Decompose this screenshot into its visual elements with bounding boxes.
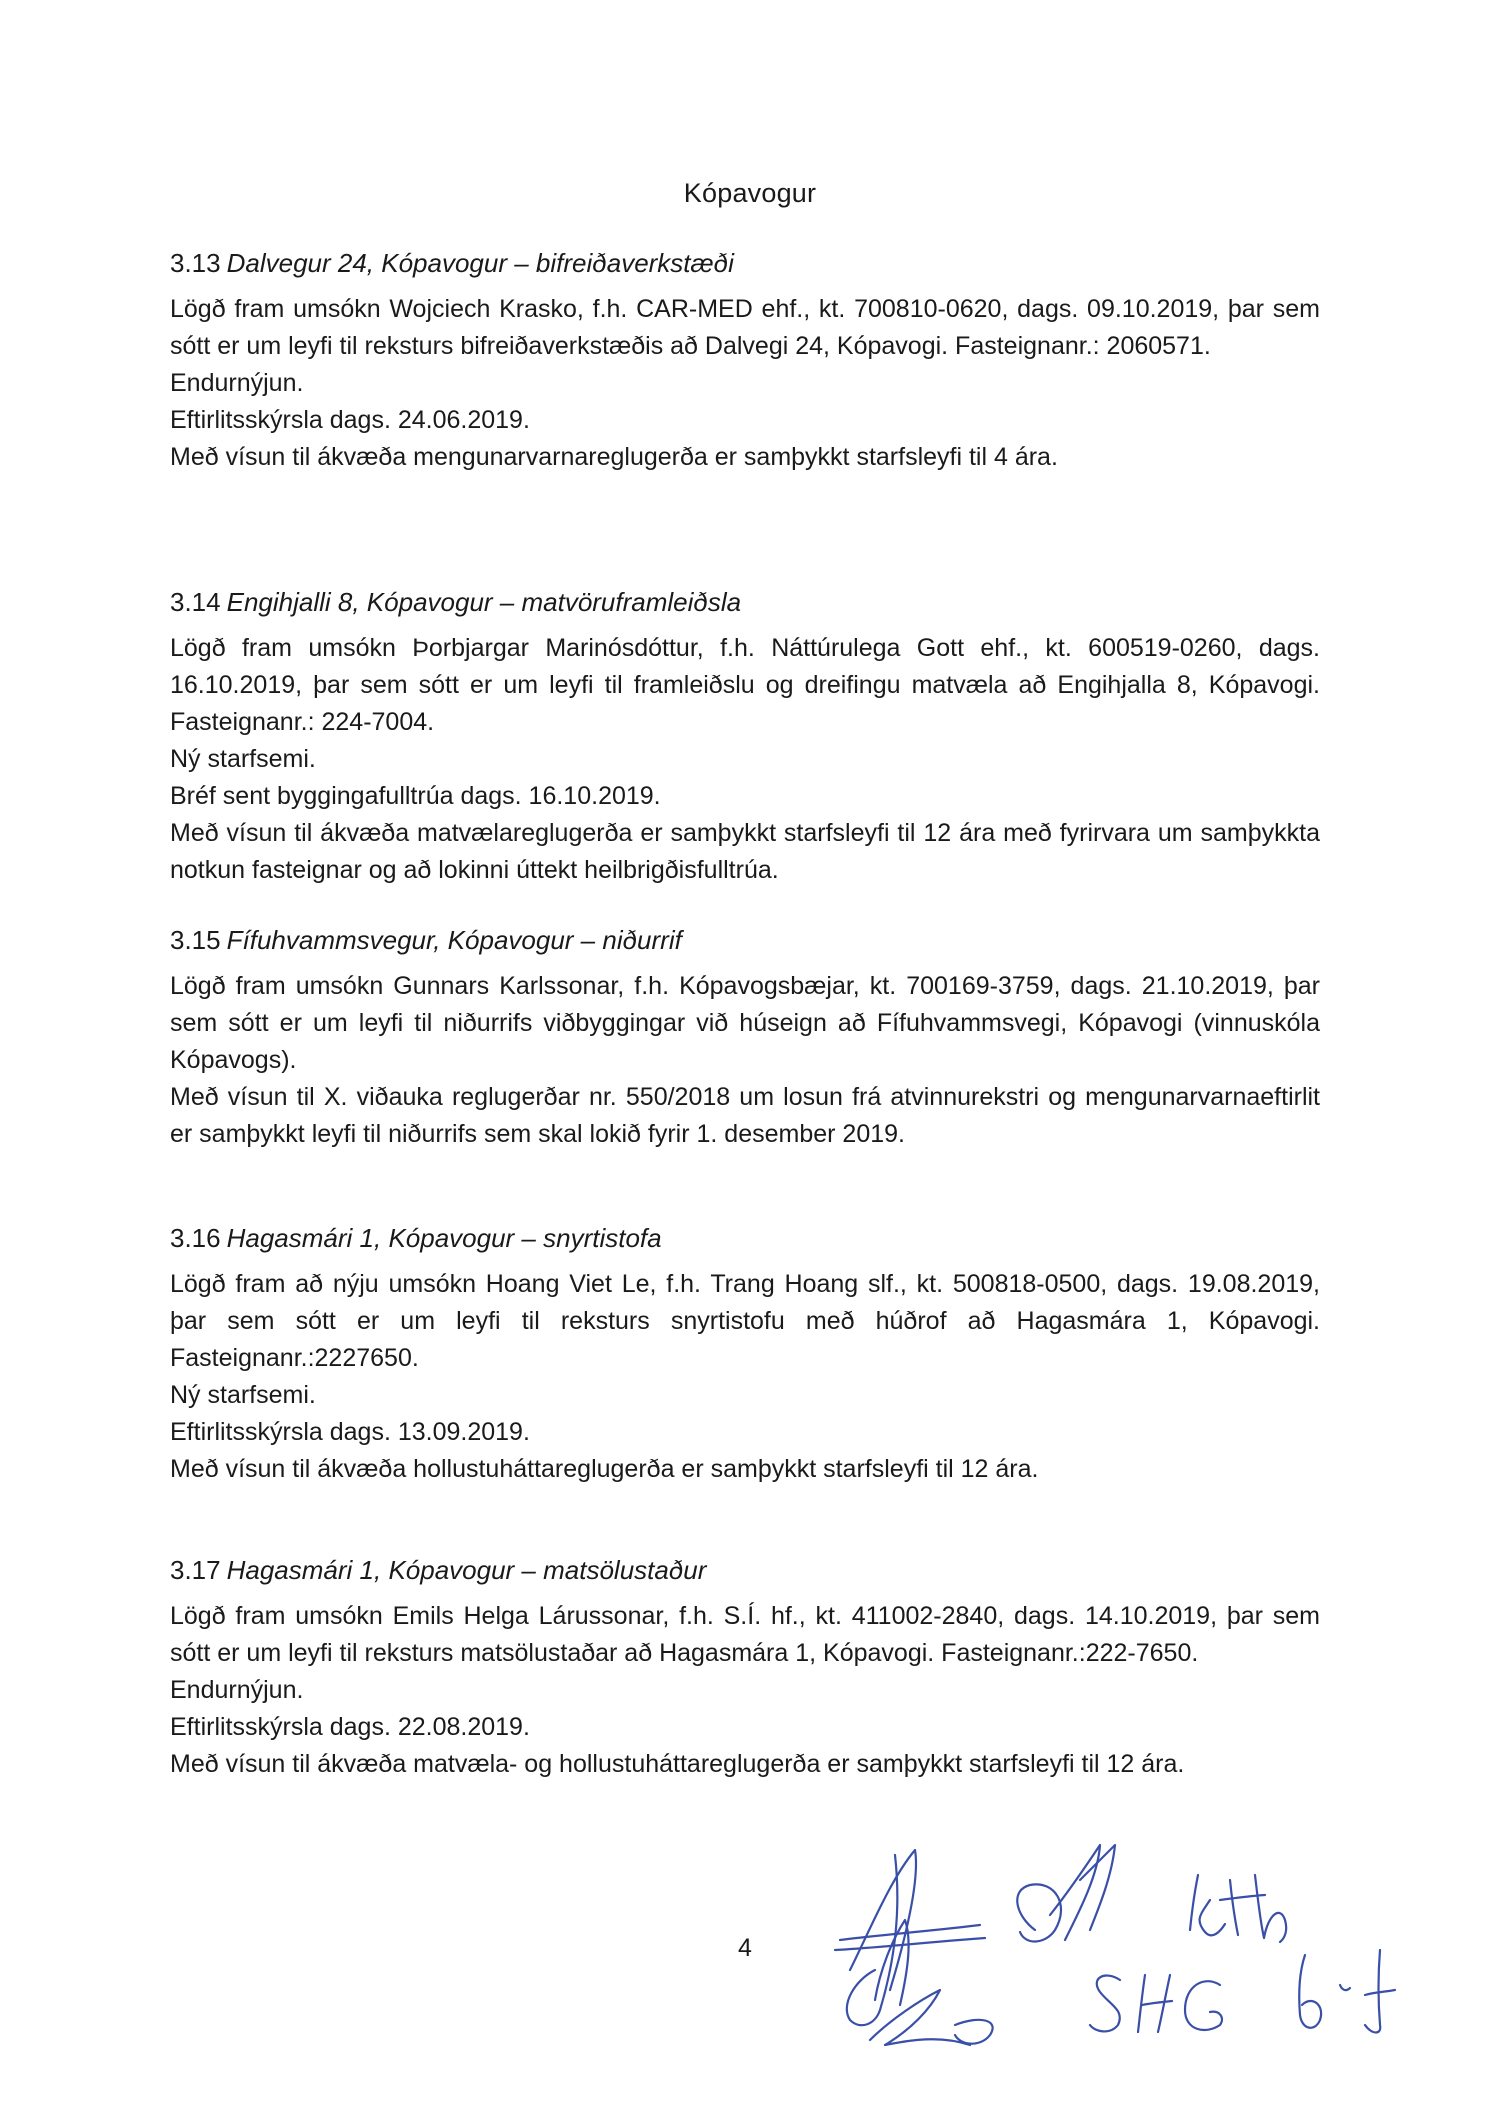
section-heading <box>170 245 1320 281</box>
section-title: Dalvegur 24, Kópavogur – bifreiðaverkstæði <box>226 248 734 278</box>
section-3-13 <box>170 245 1320 476</box>
section-title: Fífuhvammsvegur, Kópavogur – niðurrif <box>226 925 682 955</box>
section-line: Ný starfsemi. <box>170 1381 316 1409</box>
section-heading <box>170 1552 1320 1588</box>
section-heading <box>170 584 1320 620</box>
signature-1 <box>835 1850 985 2025</box>
section-line: Eftirlitsskýrsla dags. 24.06.2019. <box>170 406 530 434</box>
section-closing: Með vísun til X. viðauka reglugerðar nr. 550/2018 um losun frá atvinnurekstri og mengunarvarnaeftirlit er samþykkt leyfi til niðurrifs sem skal lokið fyrir 1. desember 2019. <box>170 1083 1320 1148</box>
section-line: Eftirlitsskýrsla dags. 22.08.2019. <box>170 1713 530 1741</box>
section-number: 3.15 <box>170 925 221 955</box>
signature-initials-shg <box>1090 1975 1222 2032</box>
section-number: 3.16 <box>170 1223 221 1253</box>
page-number: 4 <box>738 1934 752 1962</box>
section-number: 3.14 <box>170 587 221 617</box>
section-title: Hagasmári 1, Kópavogur – snyrtistofa <box>226 1223 662 1253</box>
section-heading <box>170 922 1320 958</box>
section-line: Með vísun til ákvæða hollustuháttareglugerða er samþykkt starfsleyfi til 12 ára. <box>170 1455 1039 1483</box>
section-line: Endurnýjun. <box>170 369 304 397</box>
section-closing: Með vísun til ákvæða matvælareglugerða er samþykkt starfsleyfi til 12 ára með fyrirvara um samþykkta notkun fasteignar og að lokinni úttekt heilbrigðisfulltrúa. <box>170 819 1320 884</box>
section-body: Lögð fram að nýju umsókn Hoang Viet Le, f.h. Trang Hoang slf., kt. 500818-0500, dags. 19.08.2019, þar sem sótt er um leyfi til reksturs snyrtistofu með húðrof að Hagasmára 1, Kópavogi. Fasteignanr.:2227650. <box>170 1270 1320 1372</box>
section-3-15 <box>170 922 1320 1153</box>
page-title: Kópavogur <box>683 178 817 208</box>
section-number: 3.17 <box>170 1555 221 1585</box>
section-line: Ný starfsemi. <box>170 745 316 773</box>
signature-2 <box>1017 1845 1115 1942</box>
section-body: Lögð fram umsókn Gunnars Karlssonar, f.h. Kópavogsbæjar, kt. 700169-3759, dags. 21.10.2019, þar sem sótt er um leyfi til niðurrifs viðbyggingar við húseign að Fífuhvammsvegi, Kópavogi (vinnuskóla Kópavogs). <box>170 972 1320 1074</box>
section-line: Með vísun til ákvæða mengunarvarnareglugerða er samþykkt starfsleyfi til 4 ára. <box>170 443 1058 471</box>
section-line: Bréf sent byggingafulltrúa dags. 16.10.2019. <box>170 782 661 810</box>
section-title: Hagasmári 1, Kópavogur – matsölustaður <box>226 1555 707 1585</box>
section-line: Endurnýjun. <box>170 1676 304 1704</box>
section-body: Lögð fram umsókn Þorbjargar Marinósdóttur, f.h. Náttúrulega Gott ehf., kt. 600519-0260, dags. 16.10.2019, þar sem sótt er um leyfi til framleiðslu og dreifingu matvæla að Engihjalla 8, Kópavogi. Fasteignanr.: 224-7004. <box>170 634 1320 736</box>
section-body: Lögð fram umsókn Emils Helga Lárussonar, f.h. S.Í. hf., kt. 411002-2840, dags. 14.10.2019, þar sem sótt er um leyfi til reksturs matsölustaðar að Hagasmára 1, Kópavogi. Fasteignanr.:222-7650. <box>170 1602 1320 1667</box>
section-title: Engihjalli 8, Kópavogur – matvöruframleiðsla <box>226 587 742 617</box>
section-line: Með vísun til ákvæða matvæla- og hollustuháttareglugerða er samþykkt starfsleyfi til 12 ára. <box>170 1750 1185 1778</box>
section-3-14 <box>170 584 1320 889</box>
section-3-16 <box>170 1220 1320 1488</box>
signature-initials-kth <box>1190 1875 1286 1942</box>
signatures-image <box>780 1820 1430 2060</box>
section-body: Lögð fram umsókn Wojciech Krasko, f.h. CAR-MED ehf., kt. 700810-0620, dags. 09.10.2019, þar sem sótt er um leyfi til reksturs bifreiðaverkstæðis að Dalvegi 24, Kópavogi. Fasteignanr.: 2060571. <box>170 295 1320 360</box>
section-line: Eftirlitsskýrsla dags. 13.09.2019. <box>170 1418 530 1446</box>
section-heading <box>170 1220 1320 1256</box>
section-3-17 <box>170 1552 1320 1783</box>
signature-3 <box>870 1990 993 2045</box>
signature-initials-right <box>1299 1950 1395 2033</box>
section-number: 3.13 <box>170 248 221 278</box>
